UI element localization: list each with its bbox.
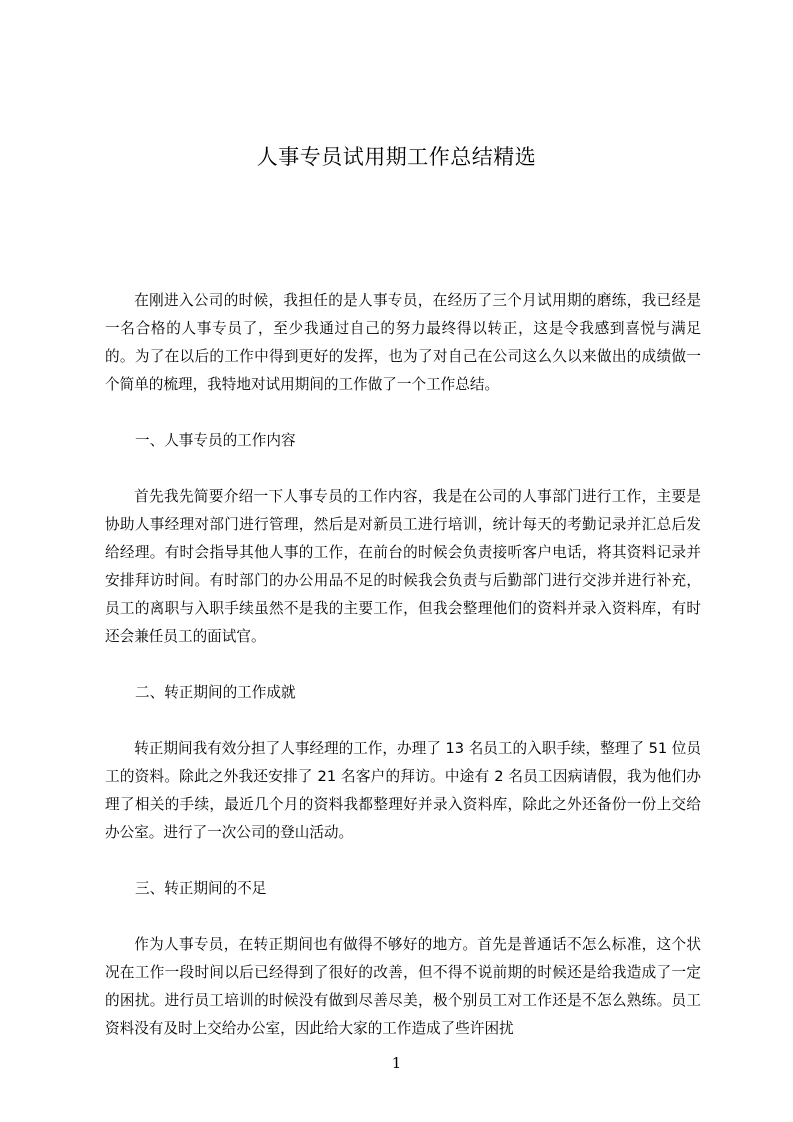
document-body bbox=[105, 287, 701, 1043]
section-heading-work-content: 一、人事专员的工作内容 bbox=[135, 432, 296, 449]
section-heading-shortcomings: 三、转正期间的不足 bbox=[135, 880, 267, 897]
section-paragraph-achievements: 转正期间我有效分担了人事经理的工作，办理了 13 名员工的入职手续，整理了 51 位员工的资料。除此之外我还安排了 21 名客户的拜访。中途有 2 名员工因病请假，我为他们办理了相关的手续，最近几个月的资料我都整理好并录入资料库，除此之外还备份一份上交给办公室。进行了一次公司的登山活动。 bbox=[105, 740, 701, 841]
paragraph-gap bbox=[105, 399, 701, 427]
paragraph-gap bbox=[105, 903, 701, 931]
section-paragraph-work-content: 首先我先简要介绍一下人事专员的工作内容，我是在公司的人事部门进行工作，主要是协助人事经理对部门进行管理，然后是对新员工进行培训，统计每天的考勤记录并汇总后发给经理。有时会指导其他人事的工作，在前台的时候会负责接听客户电话，将其资料记录并安排拜访时间。有时部门的办公用品不足的时候我会负责与后勤部门进行交涉并进行补充，员工的离职与入职手续虽然不是我的主要工作，但我会整理他们的资料并录入资料库，有时还会兼任员工的面试官。 bbox=[105, 488, 701, 645]
intro-paragraph: 在刚进入公司的时候，我担任的是人事专员，在经历了三个月试用期的磨练，我已经是一名合格的人事专员了，至少我通过自己的努力最终得以转正，这是令我感到喜悦与满足的。为了在以后的工作中得到更好的发挥，也为了对自己在公司这么久以来做出的成绩做一个简单的梳理，我特地对试用期间的工作做了一个工作总结。 bbox=[105, 292, 701, 393]
paragraph-gap bbox=[105, 847, 701, 875]
paragraph-gap bbox=[105, 455, 701, 483]
section-paragraph-shortcomings: 作为人事专员，在转正期间也有做得不够好的地方。首先是普通话不怎么标准，这个状况在工作一段时间以后已经得到了很好的改善，但不得不说前期的时候还是给我造成了一定的困扰。进行员工培训的时候没有做到尽善尽美，极个别员工对工作还是不怎么熟练。员工资料没有及时上交给办公室，因此给大家的工作造成了些许困扰 bbox=[105, 936, 701, 1037]
paragraph-gap bbox=[105, 651, 701, 679]
page-number: 1 bbox=[391, 1054, 402, 1072]
section-heading-achievements: 二、转正期间的工作成就 bbox=[135, 684, 296, 701]
paragraph-gap bbox=[105, 707, 701, 735]
document-title: 人事专员试用期工作总结精选 bbox=[256, 145, 537, 169]
